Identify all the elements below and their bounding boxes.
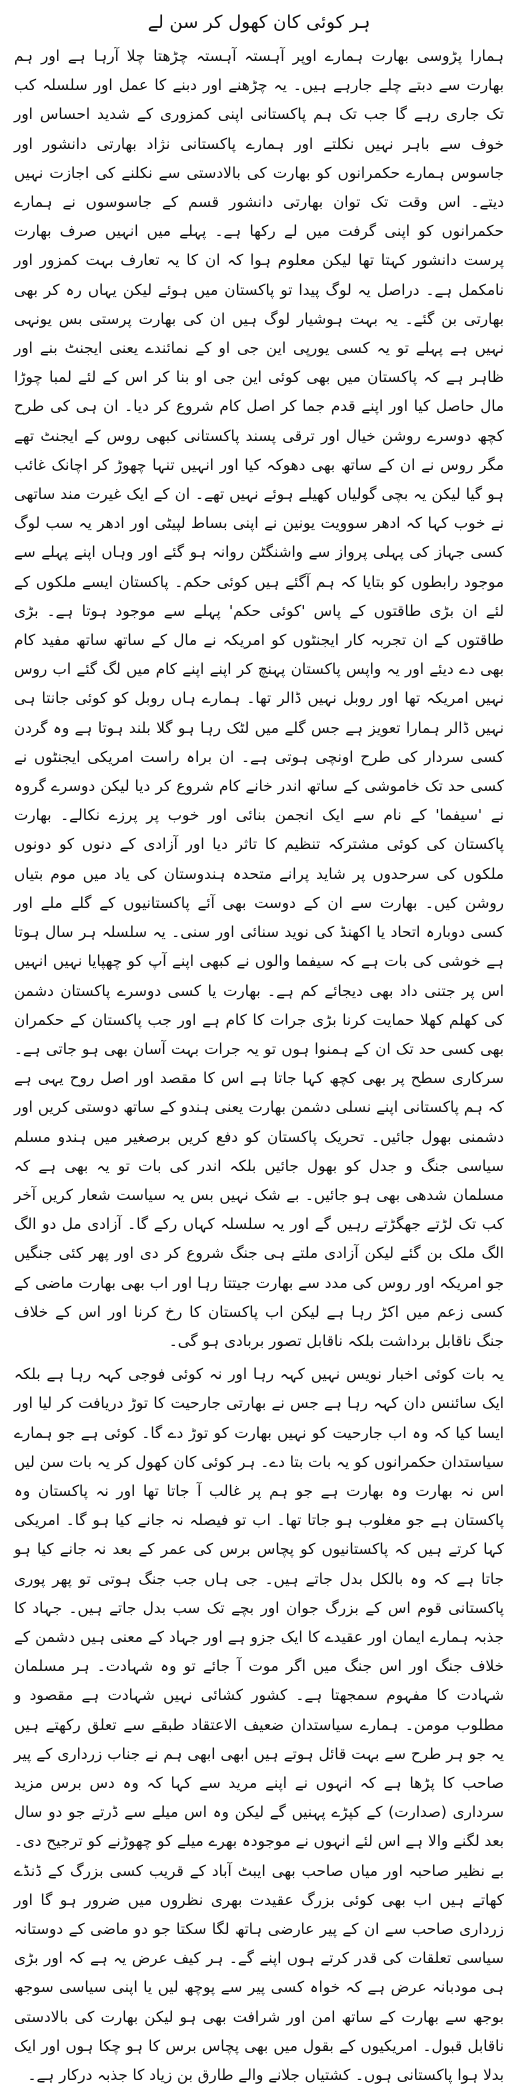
paragraph-2: یہ بات کوئی اخبار نویس نہیں کہہ رہا اور نہ کوئی فوجی کہہ رہا ہے بلکہ ایک سائنس دان کہہ رہا ہے جس نے بھارتی جارحیت کا توڑ دریافت کر لیا اور ایسا کیا کہ وہ اب جارحیت کو نہیں بھارت کو توڑ دے گا۔ کوئی ہے جو ہمارے سیاستدان حکمرانوں کو یہ بات بتا دے۔ ہر کوئی کان کھول کر یہ بات سن لیں اس نہ بھارت وہ بھارت ہے جو ہم پر غالب آ جاتا تھا اور نہ پاکستان وہ پاکستان ہے جو مغلوب ہو جاتا تھا۔ اب تو فیصلہ نہ جانے کیا ہو گا۔ امریکی کہا کرتے ہیں کہ پاکستانیوں کو پچاس برس کی عمر کے بعد نہ جانے کیا ہو جاتا ہے کہ وہ بالکل بدل جاتے ہیں۔ جی ہاں جب جنگ ہوتی تو پھر پوری پاکستانی قوم اس کے بزرگ جوان اور بچے تک سب بدل جاتے ہیں۔ جہاد کا جذبہ ہمارے ایمان اور عقیدے کا ایک جزو ہے اور جہاد کے معنی ہیں دشمن کے خلاف جنگ اور اس جنگ میں اگر موت آ جائے تو وہ شہادت۔ ہر مسلمان شہادت کا مفہوم سمجھتا ہے۔ کشور کشائی نہیں شہادت ہے مقصود و مطلوب مومن۔ ہمارے سیاستدان ضعیف الاعتقاد طبقے سے تعلق رکھتے ہیں یہ جو ہر طرح سے بہت قائل ہوتے ہیں ابھی ابھی ہم نے جناب زرداری کے پیر صاحب کا پڑھا ہے کہ انہوں نے اپنے مرید سے کہا کہ وہ دس برس مزید سرداری (صدارت) کے کپڑے پہنیں گے لیکن وہ اس میلے سے ڈرتے جو دو سال بعد لگنے والا ہے اس لئے انہوں نے موجودہ بھرے میلے کو چھوڑنے کو ترجیح دی۔ بے نظیر صاحبہ اور میاں صاحب بھی ایبٹ آباد کے قریب کسی بزرگ کے ڈنڈے کھاتے ہیں اب بھی کوئی بزرگ عقیدت بھری نظروں میں ضرور ہو گا اور زرداری صاحب سے ان کے پیر عارضی ہاتھ لگا سکتا جو دو ماضی کے دوستانہ سیاسی تعلقات کی قدر کرتے ہوں اپنے گے۔ ہر کیف عرض یہ ہے کہ اور بڑی ہی مودبانہ عرض ہے کہ خواہ کسی پیر سے پوچھ لیں یا اپنی سیاسی سوجھ بوجھ سے بھارت کے ساتھ امن اور شرافت بھی ہو لیکن بھارت کی بالادستی ناقابل قبول۔ امریکیوں کے بقول میں بھی پچاس برس کا ہو چکا ہوں اور ایک بدلا ہوا پاکستانی ہوں۔ کشتیاں جلانے والے طارق بن زیاد کا جذبہ درکار ہے۔ [14,1365,504,2085]
headline: ہر کوئی کان کھول کر سن لے [147,12,371,33]
paragraph-1: ہمارا پڑوسی بھارت ہمارے اوپر آہستہ آہستہ چڑھتا چلا آرہا ہے اور ہم بھارت سے دبتے چلے جارہے ہیں۔ یہ چڑھنے اور دبنے کا عمل اور سلسلہ کب تک جاری رہے گا جب تک ہم پاکستانی اپنی کمزوری کے شدید احساس اور خوف سے باہر نہیں نکلتے اور ہمارے پاکستانی نژاد بھارتی دانشور اور جاسوس ہمارے حکمرانوں کو بھارت کی بالادستی سے نکلنے کی اجازت نہیں دیتے۔ اس وقت تک توان بھارتی دانشور قسم کے جاسوسوں نے ہمارے حکمرانوں کو اپنی گرفت میں لے رکھا ہے۔ پہلے میں انہیں صرف بھارت پرست دانشور کہتا تھا لیکن معلوم ہوا کہ ان کا یہ تعارف بہت کمزور اور نامکمل ہے۔ دراصل یہ لوگ پیدا تو پاکستان میں ہوئے لیکن یہاں رہ کر بھی بھارتی بن گئے۔ یہ بہت ہوشیار لوگ ہیں ان کی بھارت پرستی بس یونہی نہیں ہے پہلے تو یہ کسی یورپی این جی او کے نمائندے یعنی ایجنٹ بنے اور ظاہر ہے کہ پاکستان میں بھی کوئی این جی او بنا کر اس کے لئے لمبا چوڑا مال حاصل کیا اور اپنے قدم جما کر اصل کام شروع کر دیا۔ ان ہی کی طرح کچھ دوسرے روشن خیال اور ترقی پسند پاکستانی کبھی روس کے ایجنٹ تھے مگر روس نے ان کے ساتھ بھی دھوکہ کیا اور انہیں تنہا چھوڑ کر اچانک غائب ہو گیا لیکن یہ بچی گولیاں کھیلے ہوئے نہیں تھے۔ ان کے ایک غیرت مند ساتھی نے خوب کہا کہ ادھر سوویت یونین نے اپنی بساط لپیٹی اور ادھر یہ سب لوگ کسی جہاز کی پہلی پرواز سے واشنگٹن روانہ ہو گئے اور وہاں اپنے پہلے سے موجود رابطوں کو بتایا کہ ہم آگئے ہیں کوئی حکم۔ پاکستان ایسے ملکوں کے لئے ان بڑی طاقتوں کے پاس 'کوئی حکم' پہلے سے موجود ہوتا ہے۔ بڑی طاقتوں کے ان تجربہ کار ایجنٹوں کو امریکہ نے مال کے ساتھ ساتھ مفید کام بھی دے دیئے اور یہ واپس پاکستان پہنچ کر اپنے اپنے کام میں لگ گئے اب روس نہیں امریکہ تھا اور روبل نہیں ڈالر تھا۔ ہمارے ہاں روبل کو کوئی جانتا ہی نہیں ڈالر ہمارا تعویز ہے جس گلے میں لٹک رہا ہو گلا بلند ہوتا ہے وہ گردن کسی سردار کی طرح اونچی ہوتی ہے۔ ان براہ راست امریکی ایجنٹوں نے کسی حد تک خاموشی کے ساتھ اندر خانے کام شروع کر دیا لیکن دوسرے گروہ نے 'سیفما' کے نام سے ایک انجمن بنائی اور خوب پر پرزے نکالے۔ بھارت پاکستان کی کوئی مشترکہ تنظیم کا تاثر دیا اور آزادی کے دنوں کو دونوں ملکوں کی سرحدوں پر شاید پرانے متحدہ ہندوستان کی یاد میں موم بتیاں روشن کیں۔ بھارت سے ان کے دوست بھی آئے پاکستانیوں کے گلے ملے اور کسی دوبارہ اتحاد یا اکھنڈ کی نوید سنائی اور سنی۔ یہ سلسلہ ہر سال ہوتا ہے خوشی کی بات ہے کہ سیفما والوں نے کبھی اپنے آپ کو چھپایا نہیں انہیں اس پر جتنی داد بھی دیجائے کم ہے۔ بھارت یا کسی دوسرے پاکستان دشمن کی کھلم کھلا حمایت کرنا بڑی جرات کا کام ہے اور جب پاکستان کے حکمران بھی کسی حد تک ان کے ہمنوا ہوں تو یہ جرات بہت آسان بھی ہو جاتی ہے۔ سرکاری سطح پر بھی کچھ کہا جاتا ہے اس کا مقصد اور اصل روح یہی ہے کہ ہم پاکستانی اپنے نسلی دشمن بھارت یعنی ہندو کے ساتھ دوستی کریں اور دشمنی بھول جائیں۔ تحریک پاکستان کو دفع کریں برصغیر میں ہندو مسلم سیاسی جنگ و جدل کو بھول جائیں بلکہ اندر کی بات تو یہ بھی ہے کہ مسلمان شدھی بھی ہو جائیں۔ بے شک نہیں بس یہ سیاست شعار کریں آخر کب تک لڑتے جھگڑتے رہیں گے اور یہ سلسلہ کہاں رکے گا۔ آزادی مل دو الگ الگ ملک بن گئے لیکن آزادی ملتے ہی جنگ شروع کر دی اور پھر کئی جنگیں جو امریکہ اور روس کی مدد سے بھارت جیتتا رہا اور اب بھی بھارت ماضی کے کسی زعم میں اکڑ رہا ہے لیکن اب پاکستان کا رخ کرنا اور اس کے خلاف جنگ ناقابل برداشت بلکہ ناقابل تصور بربادی ہو گی۔ [14,47,504,1350]
